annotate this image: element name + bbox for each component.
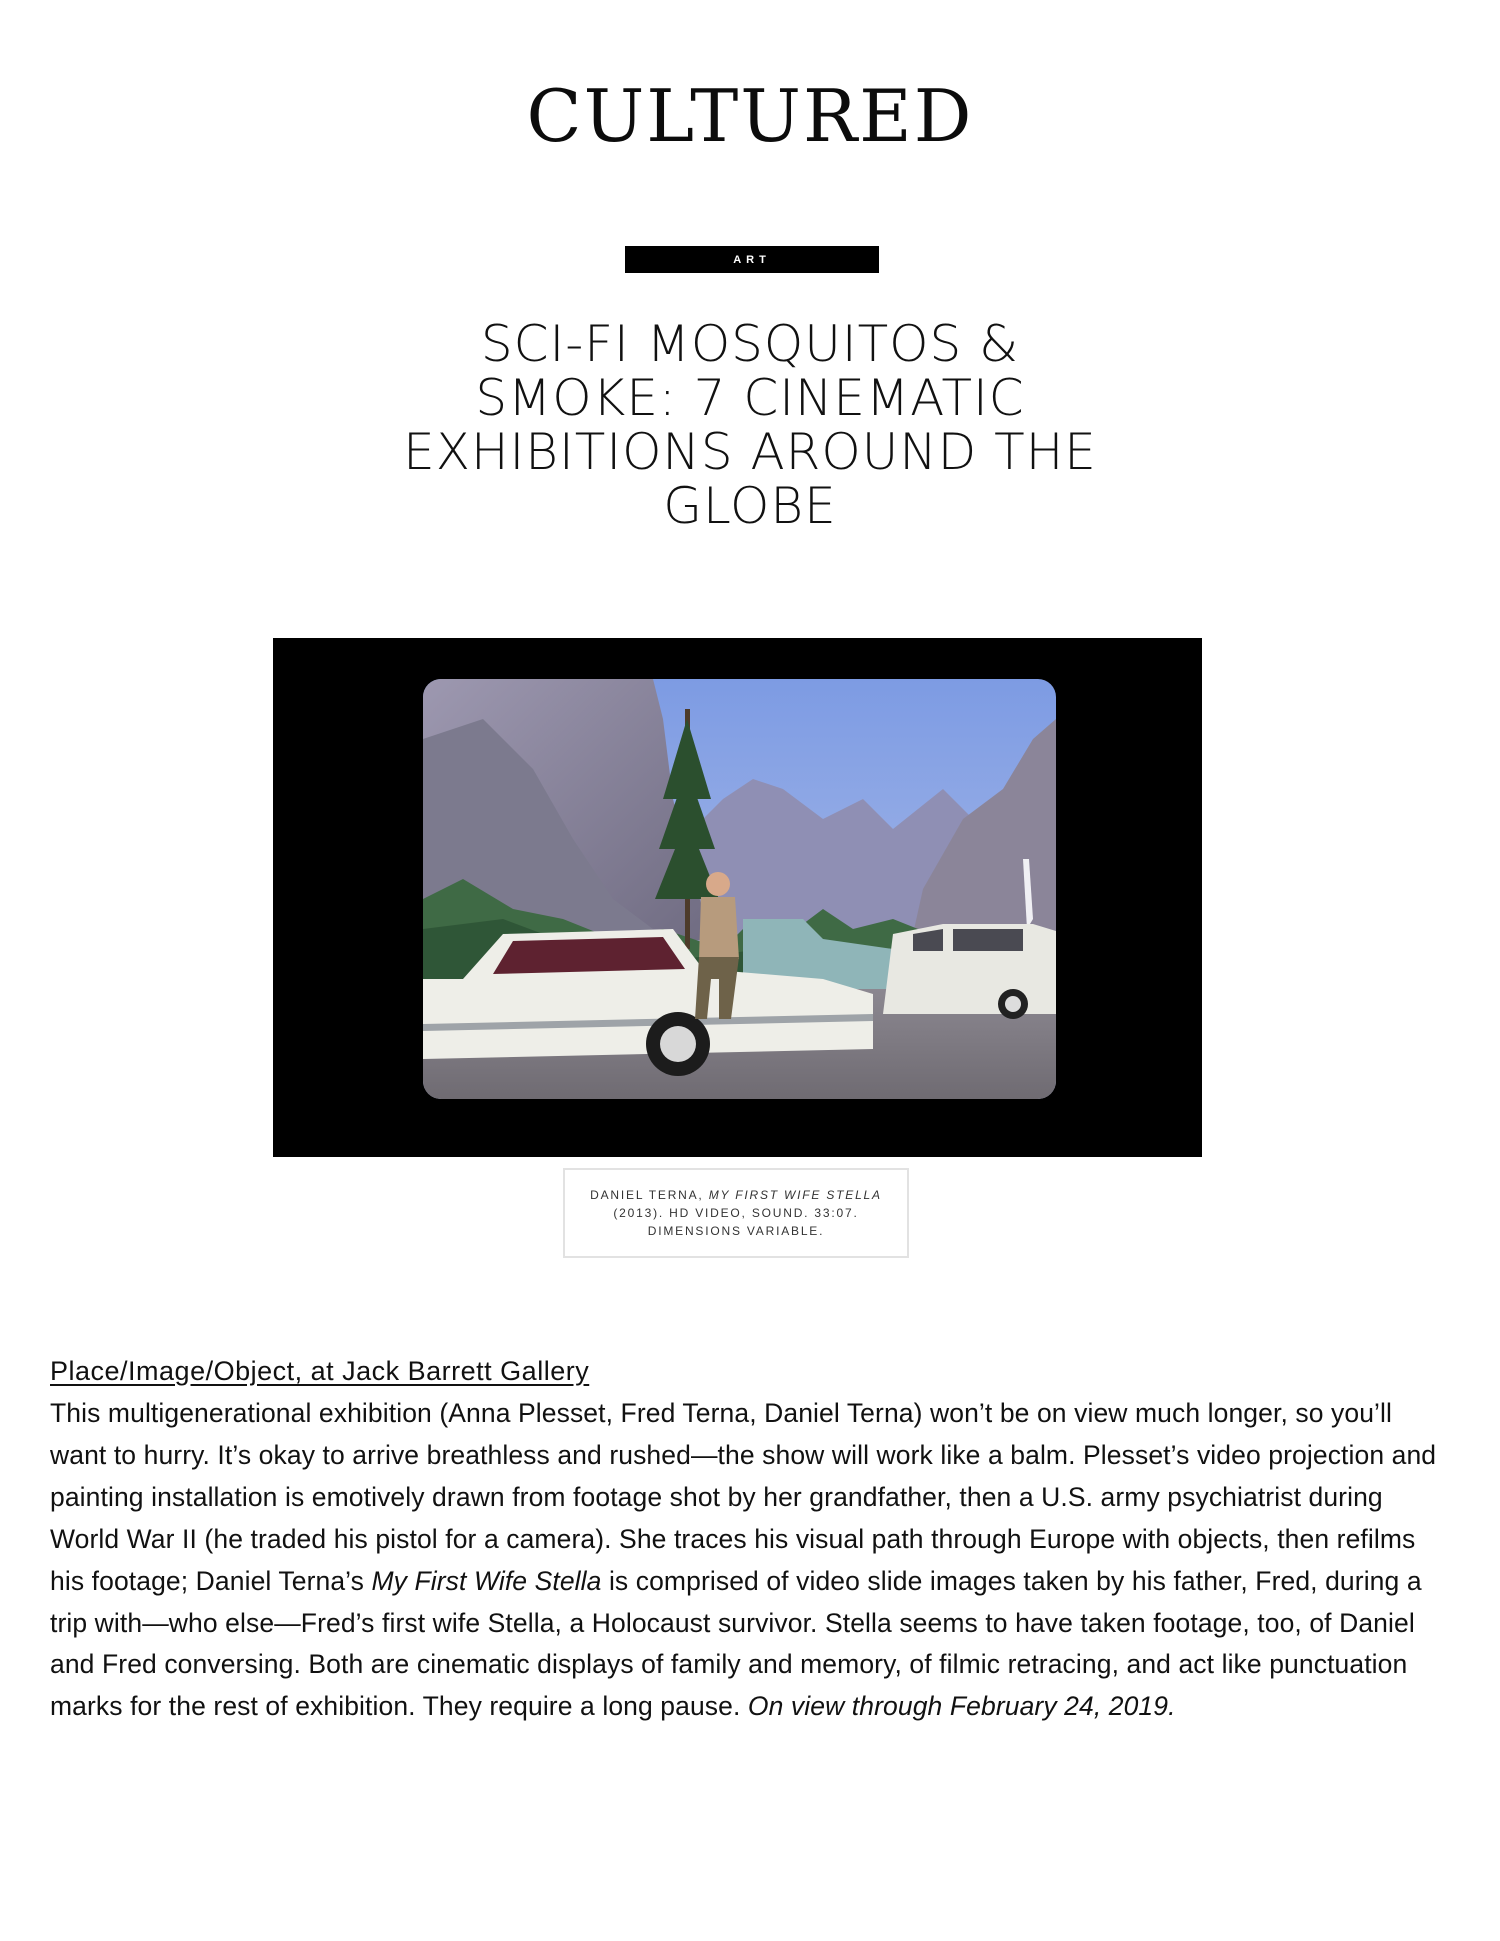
- paragraph-italic-work-title: My First Wife Stella: [371, 1565, 602, 1596]
- photo-yosemite-man-on-car-icon: [423, 679, 1056, 1099]
- site-logo[interactable]: CULTURED: [526, 74, 974, 158]
- article-body: [50, 1353, 1450, 1728]
- paragraph-italic-view-dates: On view through February 24, 2019.: [747, 1691, 1176, 1722]
- figure-caption-box: [563, 1168, 909, 1258]
- article-paragraph: [50, 1393, 1450, 1728]
- article-figure: [273, 638, 1202, 1157]
- article-title: SCI-FI MOSQUITOS & SMOKE: 7 CINEMATIC EXHIBITIONS AROUND THE GLOBE: [403, 315, 1097, 535]
- caption-work-title: MY FIRST WIFE STELLA: [708, 1188, 882, 1202]
- category-badge[interactable]: ART: [625, 246, 879, 273]
- exhibition-heading-link[interactable]: Place/Image/Object, at Jack Barrett Gallery: [50, 1356, 590, 1386]
- caption-artist: DANIEL TERNA,: [590, 1188, 709, 1202]
- caption-details: (2013). HD VIDEO, SOUND. 33:07. DIMENSIONS VARIABLE.: [613, 1206, 859, 1238]
- figure-caption: [586, 1186, 886, 1240]
- paragraph-text-2: is comprised of video slide images taken by his father, Fred, during a trip with—who else—Fred’s first wife Stella, a Holocaust survivor. Stella seems to have taken footage, too, of Daniel and Fred conversing. Both are cinematic displays of family and memory, of filmic retracing, and act like punctuation marks for the rest of exhibition. They require a long pause.: [50, 1565, 1422, 1722]
- article-photo: [423, 679, 1056, 1099]
- paragraph-text-1: This multigenerational exhibition (Anna Plesset, Fred Terna, Daniel Terna) won’t be on view much longer, so you’ll want to hurry. It’s okay to arrive breathless and rushed—the show will work like a balm. Plesset’s video projection and painting installation is emotively drawn from footage shot by her grandfather, then a U.S. army psychiatrist during World War II (he traded his pistol for a camera). She traces his visual path through Europe with objects, then refilms his footage; Daniel Terna’s: [50, 1398, 1437, 1596]
